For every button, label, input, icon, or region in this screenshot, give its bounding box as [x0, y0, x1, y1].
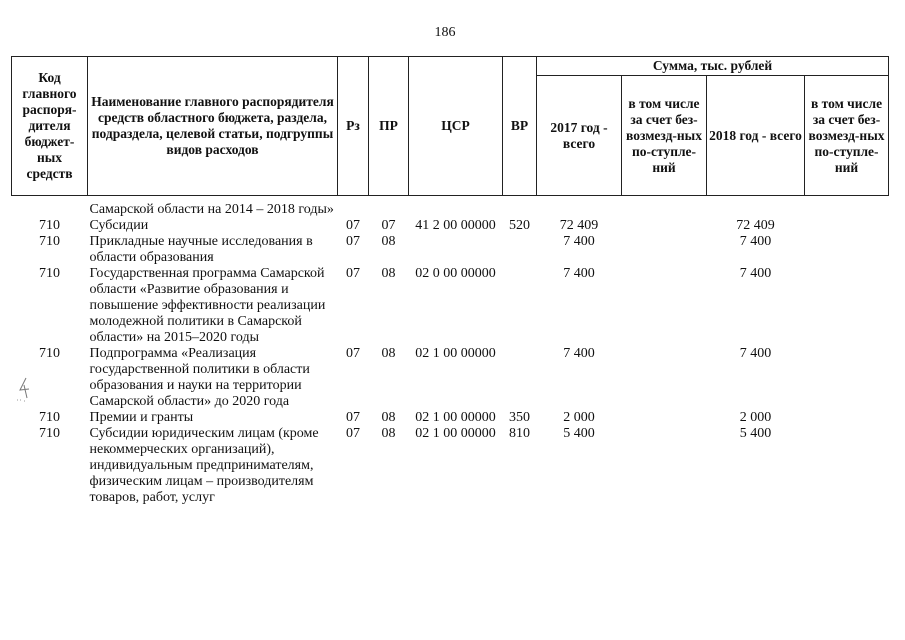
cell-vr: 520: [509, 218, 530, 233]
cell-2017-grants: [622, 196, 707, 219]
cell-rz: 07: [346, 426, 360, 441]
cell-rz: 07: [346, 234, 360, 249]
cell-name: Государственная программа Самарской области «Развитие образования и повышение эффективности реализации молодежной политики в Самарской области» на 2015–2020 годы: [89, 266, 326, 345]
header-code: Код главного распоря-дителя бюджет-ных средств: [12, 57, 88, 196]
cell-code: 710: [39, 346, 60, 361]
table-row: [12, 196, 889, 219]
cell-2017-total: 72 409: [559, 218, 599, 233]
cell-pr: [369, 196, 409, 219]
header-rz: Рз: [338, 57, 369, 196]
cell-2018-total: 7 400: [739, 234, 772, 249]
cell-rz: 07: [346, 218, 360, 233]
cell-vr: [503, 234, 537, 266]
cell-2018-total: 7 400: [739, 266, 772, 281]
budget-table: [11, 56, 889, 506]
cell-pr: 08: [381, 266, 396, 281]
cell-2018-total: 72 409: [736, 218, 775, 233]
header-vr: ВР: [503, 57, 537, 196]
page-number: 186: [434, 25, 456, 40]
header-name: Наименование главного распорядителя средств областного бюджета, раздела, подраздела, целевой статьи, подгруппы видов расходов: [88, 57, 338, 196]
cell-pr: 08: [381, 234, 396, 249]
cell-2017-total: 7 400: [563, 346, 595, 361]
header-sum-group: Сумма, тыс. рублей: [537, 57, 889, 76]
cell-2018-grants: [805, 410, 889, 426]
cell-2017-total: 5 400: [563, 426, 595, 441]
table-row: [12, 426, 889, 506]
cell-csr: 02 1 00 00000: [415, 410, 496, 425]
cell-2017-grants: [622, 266, 707, 346]
cell-csr: [409, 196, 503, 219]
cell-2018-grants: [805, 196, 889, 219]
cell-2018-grants: [805, 266, 889, 346]
cell-name: Субсидии юридическим лицам (кроме некоммерческих организаций), индивидуальным предпринимателям, физическим лицам – производителям товаров, работ, услуг: [89, 426, 319, 505]
header-total-2018: 2018 год - всего: [707, 76, 805, 196]
cell-vr: 810: [509, 426, 530, 441]
cell-2018-total: [707, 196, 805, 219]
cell-name: Субсидии: [89, 218, 149, 233]
table-row: [12, 218, 889, 234]
cell-2017-grants: [622, 426, 707, 506]
cell-2017-grants: [622, 410, 707, 426]
cell-csr: 02 1 00 00000: [415, 426, 496, 441]
cell-pr: 08: [381, 346, 396, 361]
cell-csr: 02 1 00 00000: [415, 346, 496, 361]
cell-name: Самарской области на 2014 – 2018 годы»: [89, 202, 334, 217]
cell-code: 710: [39, 218, 60, 233]
table-row: [12, 410, 889, 426]
cell-csr: [409, 234, 503, 266]
cell-2018-total: 2 000: [739, 410, 772, 425]
cell-2018-total: 7 400: [739, 346, 772, 361]
table-row: [12, 266, 889, 346]
cell-vr: [503, 196, 537, 219]
table-row: [12, 346, 889, 410]
cell-2018-total: 5 400: [739, 426, 772, 441]
table-row: [12, 234, 889, 266]
cell-2018-grants: [805, 234, 889, 266]
cell-2017-total: [537, 196, 622, 219]
cell-code: 710: [39, 410, 60, 425]
cell-2017-grants: [622, 218, 707, 234]
cell-code: 710: [39, 266, 60, 281]
cell-vr: [503, 346, 537, 410]
cell-csr: 41 2 00 00000: [415, 218, 496, 233]
header-pr: ПР: [369, 57, 409, 196]
cell-rz: 07: [346, 410, 360, 425]
cell-vr: 350: [509, 410, 530, 425]
cell-pr: 07: [381, 218, 396, 233]
cell-2018-grants: [805, 218, 889, 234]
header-grants-2017: в том числе за счет без-возмезд-ных по-ступле-ний: [622, 76, 707, 196]
cell-rz: 07: [346, 346, 360, 361]
cell-2017-grants: [622, 234, 707, 266]
header-grants-2018: в том числе за счет без-возмезд-ных по-ступле-ний: [805, 76, 889, 196]
cell-code: 710: [39, 234, 60, 249]
cell-rz: [338, 196, 369, 219]
header-total-2017: 2017 год - всего: [537, 76, 622, 196]
cell-vr: [503, 266, 537, 346]
cell-csr: 02 0 00 00000: [415, 266, 496, 281]
cell-name: Премии и гранты: [89, 410, 194, 425]
cell-code: [12, 196, 88, 219]
cell-2017-total: 7 400: [563, 266, 595, 281]
cell-2017-grants: [622, 346, 707, 410]
cell-pr: 08: [381, 426, 396, 441]
cell-2018-grants: [805, 346, 889, 410]
cell-2018-grants: [805, 426, 889, 506]
cell-2017-total: 2 000: [563, 410, 595, 425]
cell-2017-total: 7 400: [563, 234, 595, 249]
cell-name: Подпрограмма «Реализация государственной политики в области образования и науки на территории Самарской области» до 2020 года: [89, 346, 310, 409]
cell-pr: 08: [381, 410, 396, 425]
cell-rz: 07: [346, 266, 360, 281]
cell-name: Прикладные научные исследования в области образования: [89, 234, 313, 265]
cell-code: 710: [39, 426, 60, 441]
header-csr: ЦСР: [409, 57, 503, 196]
